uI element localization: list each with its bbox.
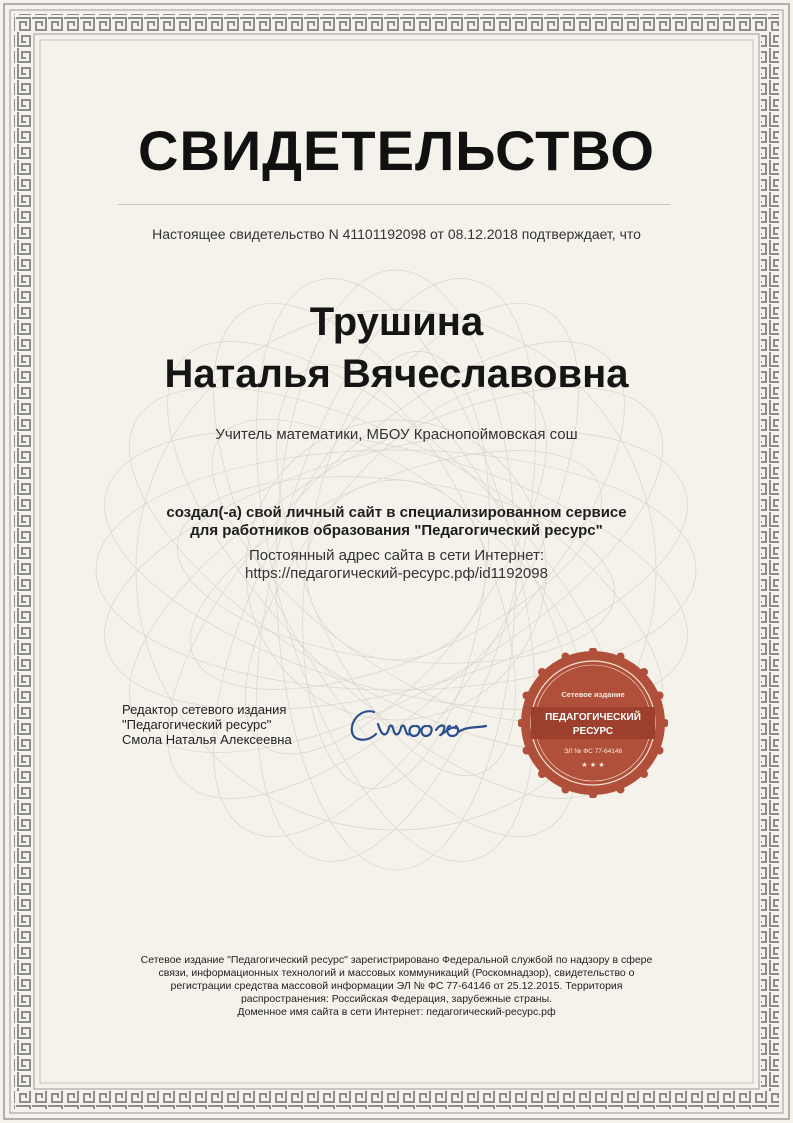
confirmation-text: Настоящее свидетельство N 41101192098 от 08.12.2018 подтверждает, что	[152, 226, 641, 242]
recipient-surname: Трушина	[309, 300, 484, 344]
editor-line-1: Редактор сетевого издания	[122, 702, 287, 717]
site-address	[0, 547, 793, 583]
footer-line-3: регистрации средства массовой информации ЭЛ № ФС 77-64146 от 25.12.2015. Территория	[170, 980, 623, 992]
created-line-1: создал(-а) свой личный сайт в специализированном сервисе	[166, 504, 627, 521]
created-statement	[0, 504, 793, 540]
title-divider	[118, 204, 670, 205]
signature-image	[340, 690, 500, 760]
seal-main-line-2: РЕСУРС	[572, 726, 614, 737]
footer-line-4: распространения: Российская Федерация, зарубежные страны.	[240, 993, 553, 1005]
created-line-2: для работников образования "Педагогический ресурс"	[190, 522, 603, 539]
footer-legal-text	[110, 954, 683, 1019]
seal-reg-text: ЭЛ № ФС 77-64146	[563, 748, 623, 755]
editor-line-2: "Педагогический ресурс"	[122, 717, 272, 732]
certificate-title: СВИДЕТЕЛЬСТВО	[138, 119, 655, 182]
recipient-given-names: Наталья Вячеславовна	[164, 352, 629, 396]
footer-line-2: связи, информационных технологий и массовых коммуникаций (Роскомнадзор), свидетельство о	[158, 967, 635, 979]
footer-line-5: Доменное имя сайта в сети Интернет: педагогический-ресурс.рф	[237, 1006, 556, 1018]
editor-block	[122, 702, 292, 747]
editor-line-3: Смола Наталья Алексеевна	[122, 732, 292, 747]
seal-top-text: Сетевое издание	[561, 690, 625, 699]
seal-stars: ★ ★ ★	[581, 761, 605, 769]
recipient-position: Учитель математики, МБОУ Краснопоймовская сош	[215, 426, 578, 443]
recipient-name	[0, 296, 793, 400]
publisher-seal	[518, 648, 668, 798]
footer-line-1: Сетевое издание "Педагогический ресурс" зарегистрировано Федеральной службой по надзору в сфере	[140, 954, 653, 966]
address-label: Постоянный адрес сайта в сети Интернет:	[248, 547, 545, 564]
seal-main-line-1: ПЕДАГОГИЧЕСКИЙ	[545, 712, 641, 723]
address-url: https://педагогический-ресурс.рф/id1192098	[245, 565, 548, 582]
